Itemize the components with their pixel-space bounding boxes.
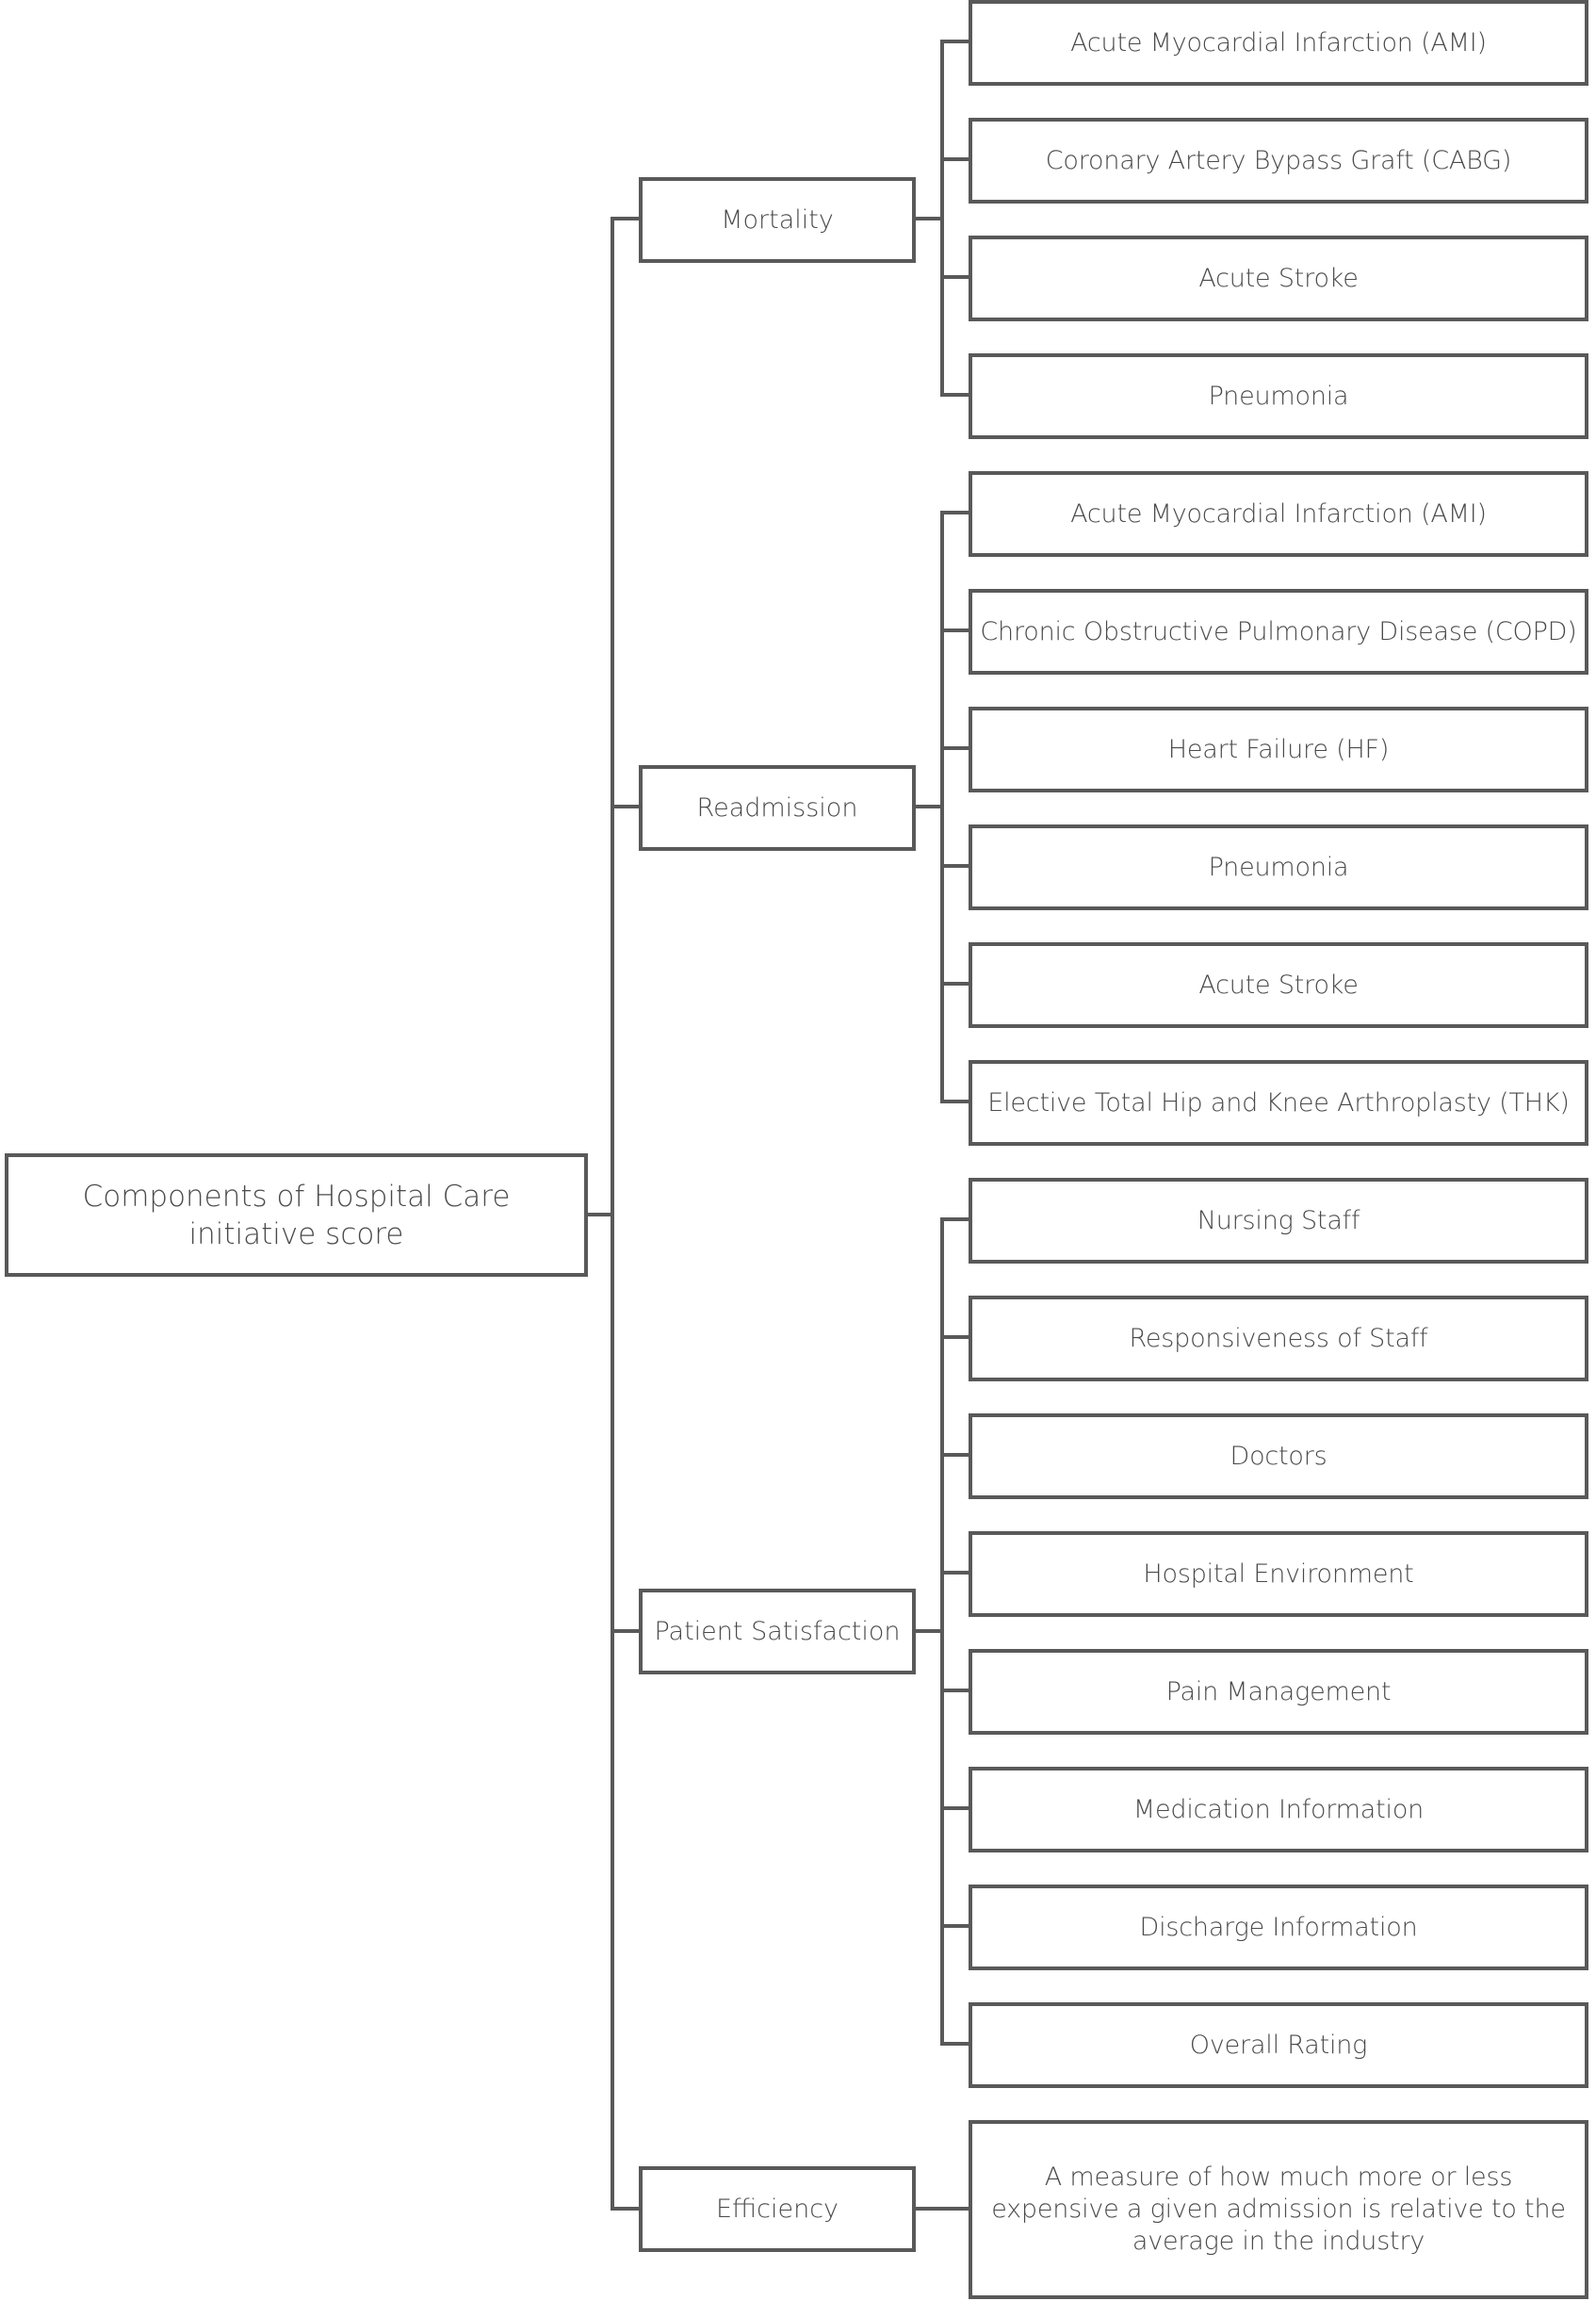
leaf-label: Nursing Staff [1197, 1206, 1360, 1235]
leaf-node [969, 707, 1588, 792]
leaf-node [969, 118, 1588, 204]
leaf-label: Discharge Information [1139, 1913, 1418, 1942]
leaf-node [969, 353, 1588, 439]
category-efficiency [639, 2166, 916, 2252]
leaf-label: Acute Stroke [1198, 971, 1359, 1000]
leaf-node-efficiency-description [969, 2120, 1588, 2299]
leaf-label: Acute Myocardial Infarction (AMI) [1070, 499, 1487, 529]
category-readmission [639, 765, 916, 851]
category-label: Readmission [696, 793, 858, 823]
leaf-node [969, 1649, 1588, 1735]
leaf-label: Pain Management [1165, 1677, 1392, 1706]
leaf-label: A measure of how much more or less expensive a given admission is relative to the average in the industry [991, 2162, 1566, 2256]
category-patient-satisfaction [639, 1589, 916, 1674]
leaf-node [969, 1296, 1588, 1381]
category-mortality [639, 177, 916, 263]
leaf-label: Heart Failure (HF) [1167, 735, 1390, 764]
leaf-node [969, 1413, 1588, 1499]
leaf-node [969, 236, 1588, 321]
root-label: Components of Hospital Care initiative score [82, 1179, 511, 1251]
leaf-node [969, 1531, 1588, 1617]
root-node [5, 1153, 588, 1277]
leaf-node [969, 1767, 1588, 1852]
leaf-node [969, 1178, 1588, 1264]
leaf-node [969, 0, 1588, 86]
leaf-node [969, 1885, 1588, 1970]
leaf-label: Responsiveness of Staff [1129, 1324, 1428, 1353]
leaf-node [969, 942, 1588, 1028]
leaf-node [969, 471, 1588, 557]
leaf-node [969, 2002, 1588, 2088]
leaf-label: Elective Total Hip and Knee Arthroplasty (THK) [987, 1088, 1570, 1118]
leaf-node [969, 1060, 1588, 1146]
leaf-label: Doctors [1230, 1442, 1327, 1471]
leaf-node [969, 824, 1588, 910]
leaf-label: Pneumonia [1208, 382, 1349, 411]
leaf-label: Acute Stroke [1198, 264, 1359, 293]
category-label: Efficiency [715, 2195, 839, 2224]
leaf-label: Pneumonia [1208, 853, 1349, 882]
leaf-label: Hospital Environment [1143, 1559, 1414, 1589]
leaf-label: Acute Myocardial Infarction (AMI) [1070, 28, 1487, 57]
category-label: Patient Satisfaction [654, 1617, 901, 1646]
leaf-node [969, 589, 1588, 675]
leaf-label: Overall Rating [1189, 2031, 1368, 2060]
leaf-label: Chronic Obstructive Pulmonary Disease (COPD) [980, 617, 1577, 646]
category-label: Mortality [721, 205, 834, 235]
leaf-label: Medication Information [1132, 1795, 1425, 1824]
leaf-label: Coronary Artery Bypass Graft (CABG) [1045, 146, 1512, 175]
